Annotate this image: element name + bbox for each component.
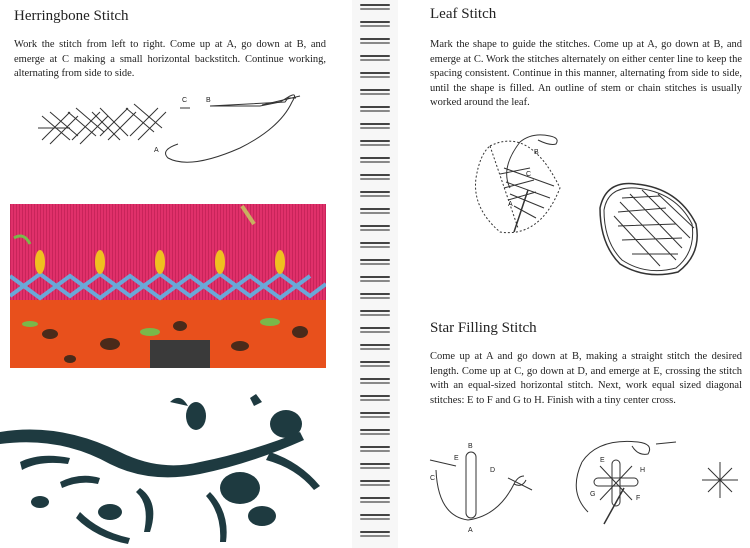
leaf-title: Leaf Stitch xyxy=(430,6,497,22)
binding-coil xyxy=(360,242,390,251)
binding-coil xyxy=(360,55,390,64)
herringbone-fabric-photo xyxy=(10,204,326,368)
star-label-g: G xyxy=(590,491,596,498)
binding-coil xyxy=(360,106,390,115)
binding-coil xyxy=(360,4,390,13)
star-label-c: C xyxy=(430,475,436,482)
binding-coil xyxy=(360,276,390,285)
binding-coil xyxy=(360,38,390,47)
star-label-e: E xyxy=(454,455,459,462)
binding-coil xyxy=(360,327,390,336)
herringbone-label-a: A xyxy=(154,147,159,154)
star-label-e2: E xyxy=(600,457,605,464)
binding-coil xyxy=(360,208,390,217)
star-label-f: F xyxy=(636,495,641,502)
star-label-a: A xyxy=(468,527,473,534)
binding-coil xyxy=(360,463,390,472)
binding-coil xyxy=(360,429,390,438)
leaf-label-c: C xyxy=(526,171,532,178)
binding-coil xyxy=(360,157,390,166)
floral-engraving xyxy=(0,392,330,548)
binding-coil xyxy=(360,21,390,30)
leaf-diagram xyxy=(470,128,720,288)
leaf-body: Mark the shape to guide the stitches. Come up at A, go down at B, and emerge at C. Work the stitches alternately on either center line to keep the spacing consistent. Continue in this manner, alternating from side to side, until the shape is filled. An outline of stem or chain stitches is usually worked around the leaf. xyxy=(430,39,742,108)
herringbone-label-b: B xyxy=(206,97,211,104)
binding-coil xyxy=(360,174,390,183)
binding-coil xyxy=(360,412,390,421)
leaf-label-a: A xyxy=(508,201,513,208)
left-page xyxy=(0,0,352,548)
right-page xyxy=(398,0,750,548)
star-filling-diagram xyxy=(428,432,748,542)
binding-coil xyxy=(360,480,390,489)
binding-coil xyxy=(360,123,390,132)
binding-coil xyxy=(360,89,390,98)
star-filling-title: Star Filling Stitch xyxy=(430,320,537,336)
binding-coil xyxy=(360,259,390,268)
binding-coil xyxy=(360,361,390,370)
binding-coil xyxy=(360,395,390,404)
binding-coil xyxy=(360,72,390,81)
binding-coil xyxy=(360,310,390,319)
binding-coil xyxy=(360,344,390,353)
star-label-h: H xyxy=(640,467,646,474)
herringbone-diagram xyxy=(30,88,310,178)
herringbone-label-c: C xyxy=(182,97,188,104)
binding-coil xyxy=(360,293,390,302)
binding-coil xyxy=(360,514,390,523)
star-filling-body: Come up at A and go down at B, making a straight stitch the desired length. Come up at C, go down at D, and emerge at E, crossing the stitch with an equal-sized horizontal stitch. Next, work equal sized diagonal stitches: E to F and G to H. Finish with a tiny center cross. xyxy=(430,351,742,406)
binding-coil xyxy=(360,191,390,200)
leaf-label-b: B xyxy=(534,149,539,156)
binding-coil xyxy=(360,497,390,506)
binding-coil xyxy=(360,225,390,234)
binding-coil xyxy=(360,531,390,540)
herringbone-title: Herringbone Stitch xyxy=(14,8,129,24)
binding-coil xyxy=(360,446,390,455)
herringbone-body: Work the stitch from left to right. Come up at A, go down at B, and emerge at C making a small horizontal backstitch. Continue working, alternating from side to side. xyxy=(14,39,326,79)
binding-coil xyxy=(360,378,390,387)
binding-coil xyxy=(360,140,390,149)
star-label-b: B xyxy=(468,443,473,450)
star-label-d: D xyxy=(490,467,496,474)
